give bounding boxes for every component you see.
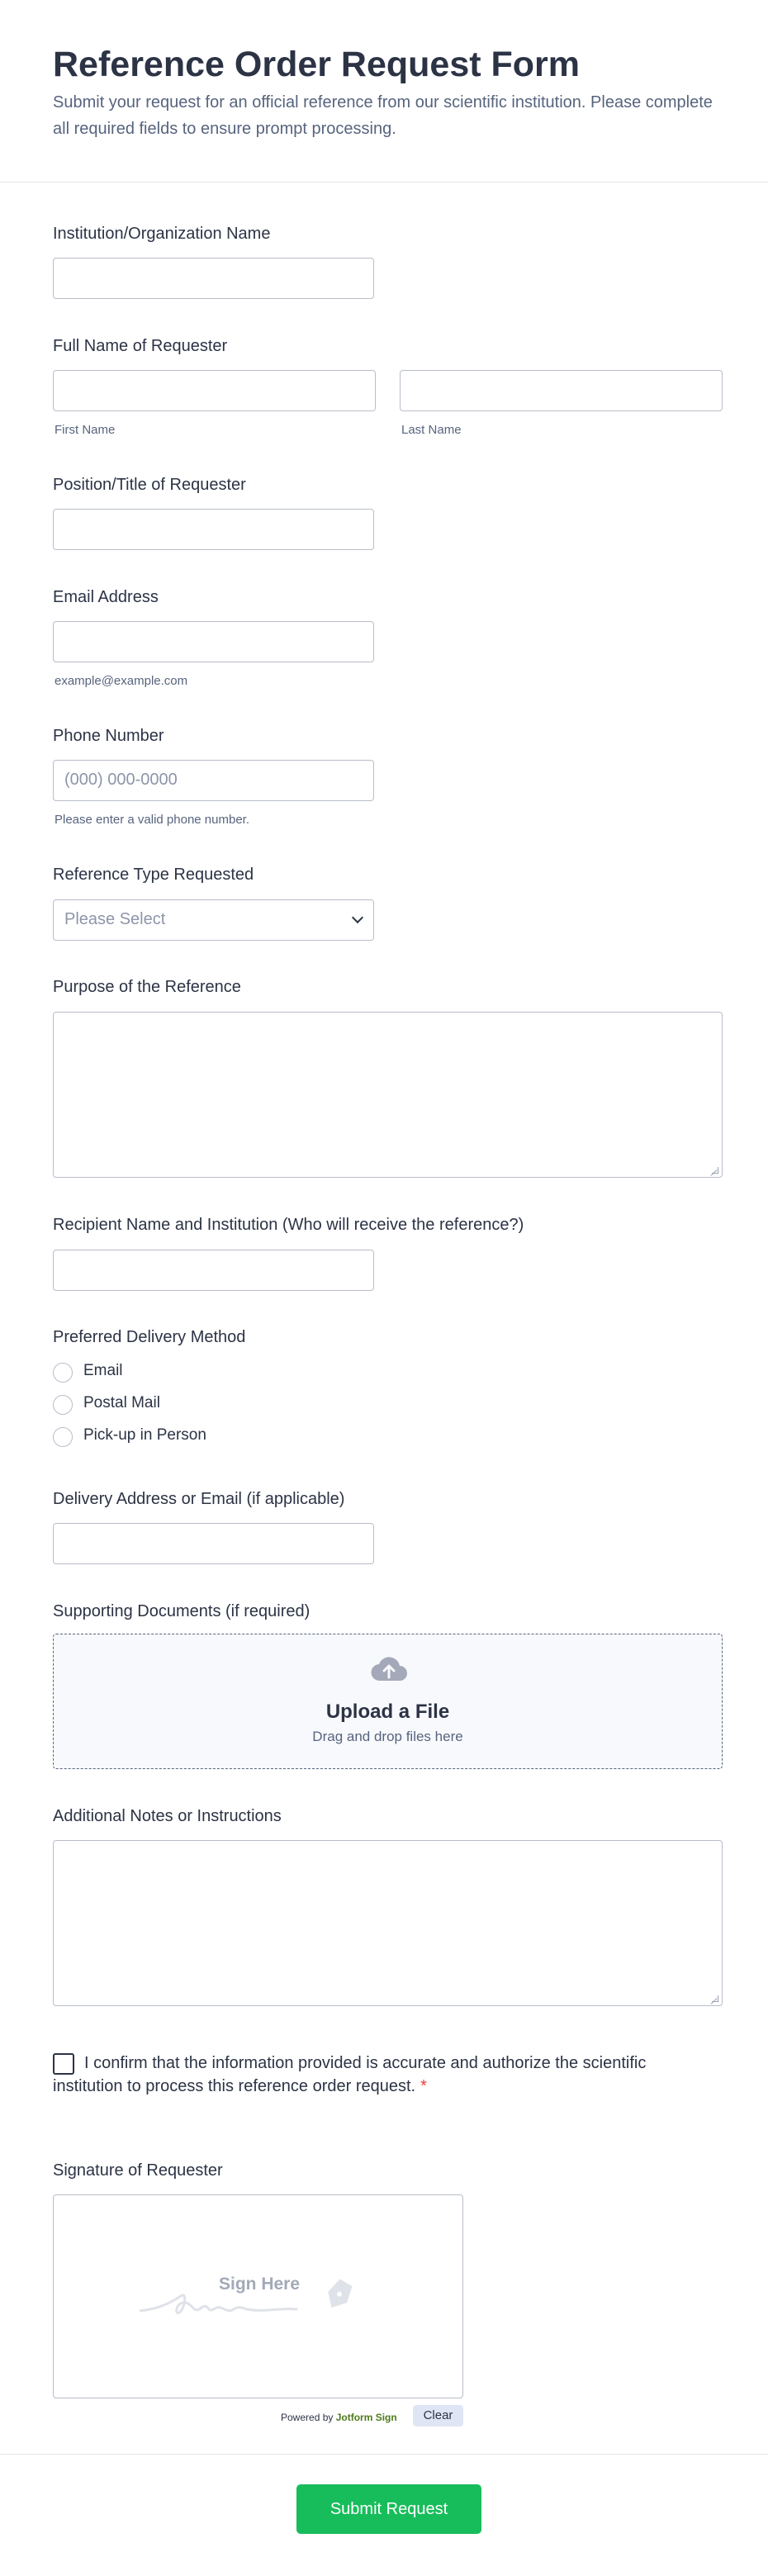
reference-type-label: Reference Type Requested [53,866,254,884]
submit-button[interactable]: Submit Request [296,2484,481,2534]
radio-button[interactable] [53,1395,73,1415]
signature-pad[interactable] [53,2194,463,2398]
resize-handle-icon[interactable] [712,1167,718,1174]
notes-textarea[interactable] [53,1840,723,2006]
full-name-label: Full Name of Requester [53,337,228,355]
phone-label: Phone Number [53,727,164,745]
last-name-input[interactable] [400,370,723,411]
upload-title: Upload a File [325,1701,450,1723]
chevron-down-icon [352,912,363,923]
form-header [0,0,768,183]
signature-label: Signature of Requester [53,2161,223,2180]
sign-here-hint: Sign Here [219,2275,301,2294]
confirm-label: I confirm that the information provided is accurate and authorize the scientific institution to process this reference order request. * [53,2054,647,2095]
cloud-upload-icon [370,1654,408,1682]
last-name-sublabel: Last Name [401,423,462,437]
page-subtitle: Submit your request for an official reference from our scientific institution. Please complete all required fields to ensure prompt processing. [53,93,713,138]
first-name-input[interactable] [53,370,376,411]
position-input[interactable] [53,509,374,550]
reference-type-placeholder: Please Select [64,910,166,928]
phone-input[interactable] [53,760,374,801]
delivery-address-label: Delivery Address or Email (if applicable) [53,1490,345,1508]
resize-handle-icon[interactable] [712,1995,718,2002]
email-input[interactable] [53,621,374,662]
first-name-sublabel: First Name [55,423,116,437]
purpose-textarea[interactable] [53,1012,723,1178]
file-upload-dropzone[interactable] [53,1634,723,1769]
email-label: Email Address [53,588,159,606]
delivery-address-input[interactable] [53,1523,374,1564]
notes-label: Additional Notes or Instructions [53,1807,282,1825]
phone-placeholder: (000) 000-0000 [64,771,178,789]
radio-button[interactable] [53,1363,73,1383]
institution-label: Institution/Organization Name [53,225,271,243]
purpose-label: Purpose of the Reference [53,978,241,996]
supporting-docs-label: Supporting Documents (if required) [53,1602,311,1620]
recipient-label: Recipient Name and Institution (Who will receive the reference?) [53,1216,524,1234]
institution-input[interactable] [53,258,374,299]
upload-subtitle: Drag and drop files here [312,1729,463,1744]
footer-divider [0,2454,768,2455]
page-title: Reference Order Request Form [53,45,581,84]
required-asterisk: * [420,2077,427,2095]
position-label: Position/Title of Requester [53,476,246,494]
powered-by-jotform: Powered by Jotform Sign [281,2412,397,2423]
email-sublabel: example@example.com [55,674,188,688]
radio-button[interactable] [53,1427,73,1447]
delivery-method-label: Preferred Delivery Method [53,1328,246,1346]
clear-signature-button[interactable]: Clear [413,2405,463,2427]
reference-type-select[interactable] [53,899,374,941]
recipient-input[interactable] [53,1250,374,1291]
phone-sublabel: Please enter a valid phone number. [55,813,249,827]
